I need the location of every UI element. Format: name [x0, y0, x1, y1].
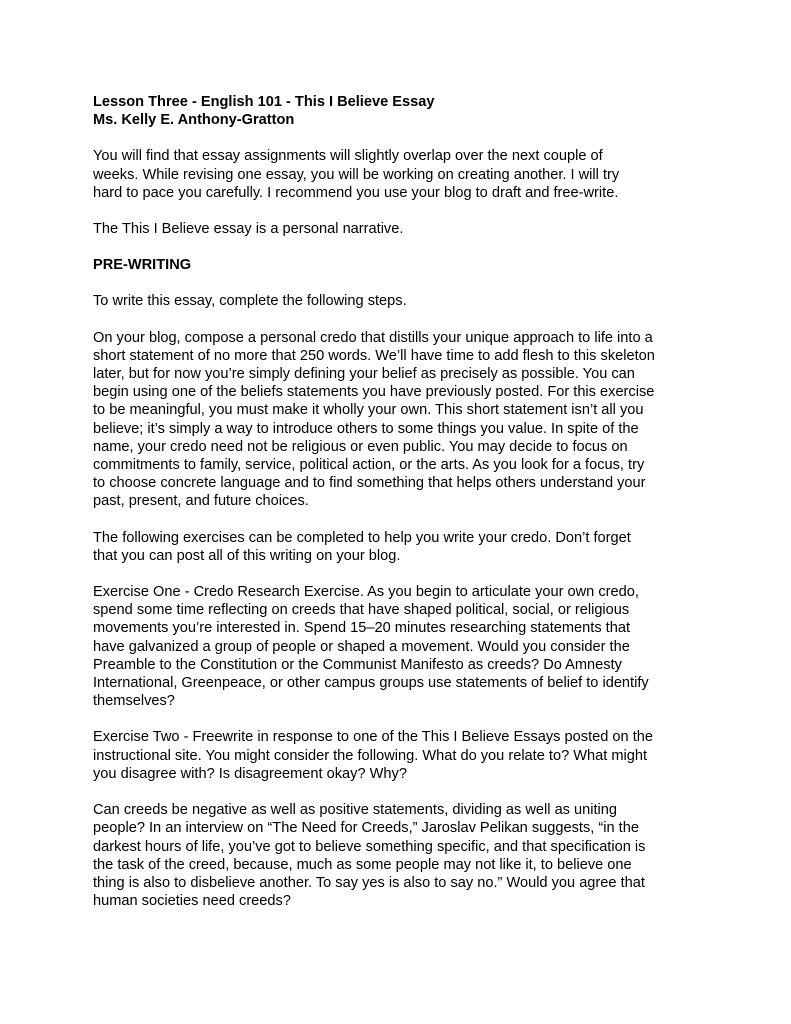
credo-line: to be meaningful, you must make it wholly your own. This short statement isn’t all you: [93, 402, 644, 419]
exercises-intro-line: that you can post all of this writing on your blog.: [93, 547, 401, 564]
exercise-one-line: spend some time reflecting on creeds that have shaped political, social, or religious: [93, 602, 630, 619]
title-line-course: Lesson Three - English 101 - This I Believe Essay: [93, 94, 435, 110]
exercise-two-line: instructional site. You might consider the following. What do you relate to? What might: [93, 747, 648, 764]
steps-line: To write this essay, complete the following steps.: [93, 293, 407, 310]
exercise-one-line: Exercise One - Credo Research Exercise. As you begin to articulate your own credo,: [93, 584, 639, 601]
title-line-instructor: Ms. Kelly E. Anthony-Gratton: [93, 112, 295, 129]
credo-line: later, but for now you’re simply defining your belief as precisely as possible. You can: [93, 366, 635, 383]
credo-line: name, your credo need not be religious or even public. You may decide to focus on: [93, 438, 628, 455]
steps-paragraph: [93, 292, 713, 310]
exercise-one-line: have galvanized a group of people or shaped a movement. Would you consider the: [93, 638, 630, 655]
credo-line: believe; it’s simply a way to introduce others to some things you value. In spite of the: [93, 420, 639, 437]
exercise-one-line: International, Greenpeace, or other campus groups use statements of belief to identify: [93, 675, 649, 692]
exercise-one-line: Preamble to the Constitution or the Communist Manifesto as creeds? Do Amnesty: [93, 656, 622, 673]
creeds-line: human societies need creeds?: [93, 893, 291, 910]
exercise-two-paragraph: [93, 728, 713, 783]
document-body: [93, 93, 713, 928]
credo-line: past, present, and future choices.: [93, 493, 309, 510]
creeds-line: the task of the creed, because, much as some people may not like it, to believe one: [93, 856, 632, 873]
document-title: [93, 93, 713, 129]
intro-line: weeks. While revising one essay, you will be working on creating another. I will try: [93, 166, 620, 183]
credo-paragraph: [93, 329, 713, 511]
exercises-intro-paragraph: [93, 529, 713, 565]
creeds-paragraph: [93, 801, 713, 910]
exercise-one-line: themselves?: [93, 693, 175, 710]
narrative-line: The This I Believe essay is a personal narrative.: [93, 221, 404, 238]
credo-line: begin using one of the beliefs statements you have previously posted. For this exercise: [93, 384, 655, 401]
creeds-line: people? In an interview on “The Need for Creeds,” Jaroslav Pelikan suggests, “in the: [93, 820, 639, 837]
intro-line: hard to pace you carefully. I recommend you use your blog to draft and free-write.: [93, 184, 619, 201]
exercise-two-line: you disagree with? Is disagreement okay? Why?: [93, 765, 407, 782]
exercise-one-line: movements you’re interested in. Spend 15–20 minutes researching statements that: [93, 620, 631, 637]
section-heading-prewriting: PRE-WRITING: [93, 257, 192, 274]
exercises-intro-line: The following exercises can be completed to help you write your credo. Don’t forget: [93, 529, 631, 546]
creeds-line: darkest hours of life, you’ve got to believe something specific, and that specification is: [93, 838, 646, 855]
exercise-one-paragraph: [93, 583, 713, 710]
creeds-line: thing is also to disbelieve another. To say yes is also to say no.” Would you agree that: [93, 874, 645, 891]
exercise-two-line: Exercise Two - Freewrite in response to one of the This I Believe Essays posted on the: [93, 729, 653, 746]
narrative-paragraph: [93, 220, 713, 238]
credo-line: to choose concrete language and to find something that helps others understand your: [93, 475, 646, 492]
intro-line: You will find that essay assignments will slightly overlap over the next couple of: [93, 148, 603, 165]
creeds-line: Can creeds be negative as well as positive statements, dividing as well as uniting: [93, 802, 618, 819]
credo-line: commitments to family, service, political action, or the arts. As you look for a focus, try: [93, 457, 645, 474]
intro-paragraph: [93, 147, 713, 202]
credo-line: short statement of no more that 250 words. We’ll have time to add flesh to this skeleton: [93, 347, 655, 364]
credo-line: On your blog, compose a personal credo that distills your unique approach to life into a: [93, 329, 653, 346]
